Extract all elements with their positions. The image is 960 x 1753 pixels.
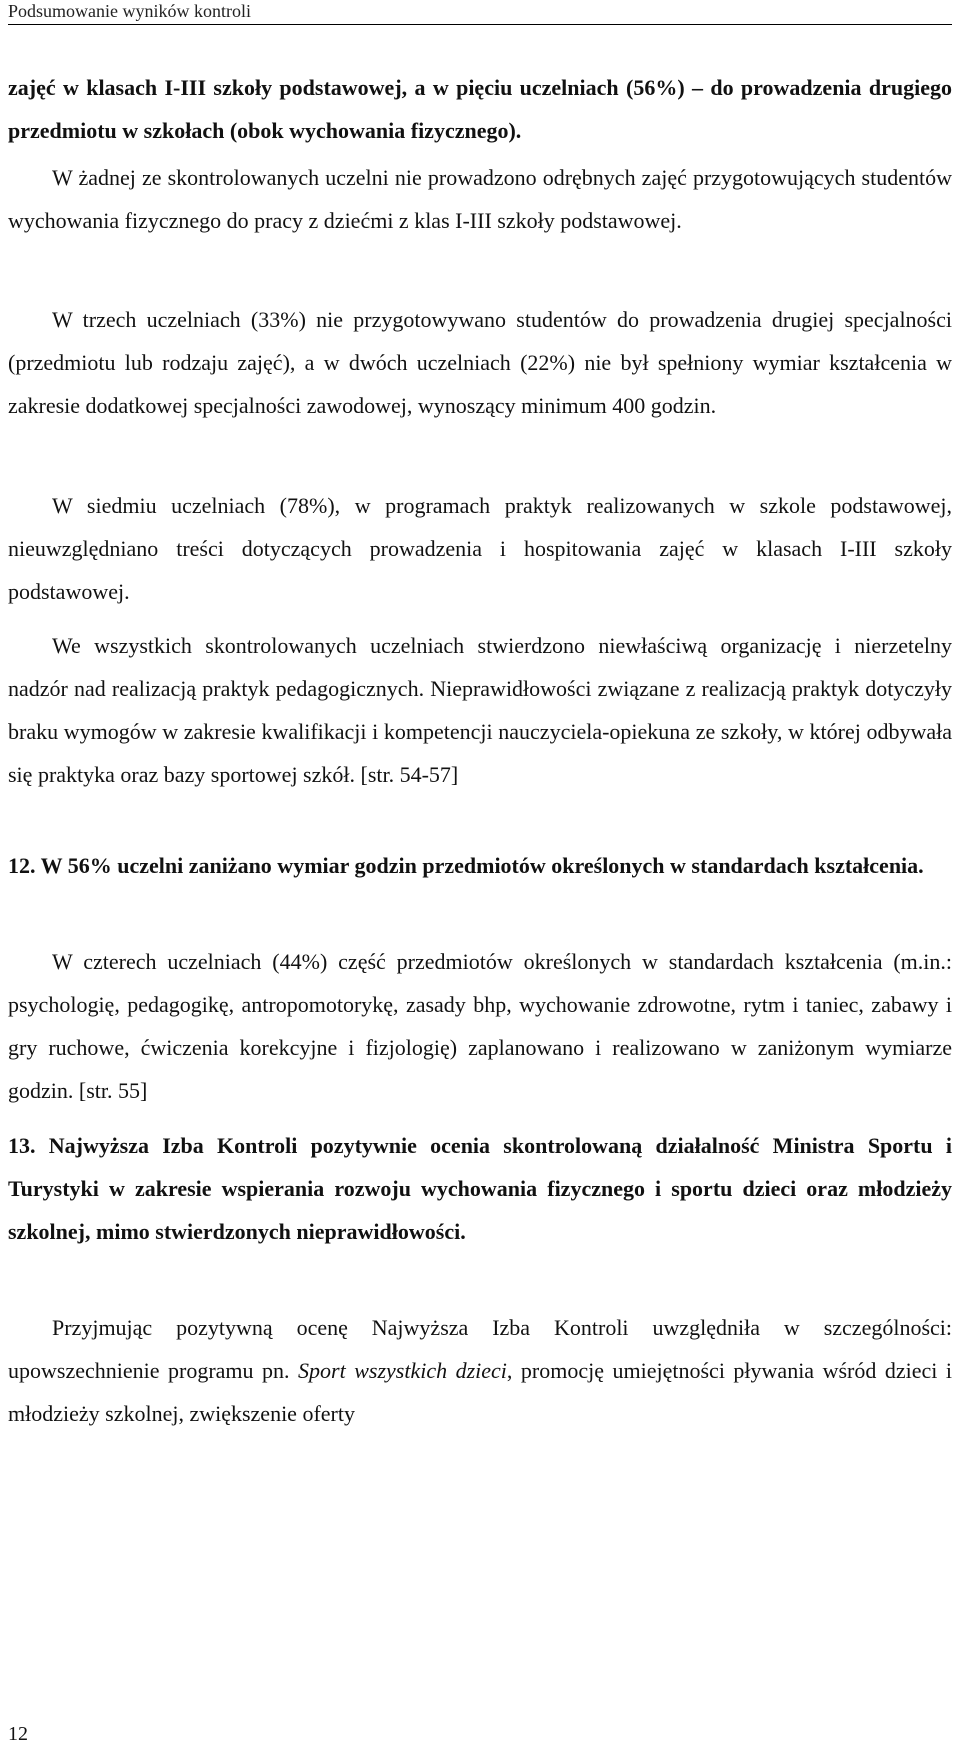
paragraph-practice-programs: W siedmiu uczelniach (78%), w programach praktyk realizowanych w szkole podstawowej, nieuwzględniano treści dotyczących prowadzenia i hospitowania zajęć w klasach I-III szkoły podstawowej. — [8, 493, 952, 604]
paragraph-second-specialty: W trzech uczelniach (33%) nie przygotowywano studentów do prowadzenia drugiej specjalności (przedmiotu lub rodzaju zajęć), a w dwóch uczelniach (22%) nie był spełniony wymiar kształcenia w zakresie dodatkowej specjalności zawodowej, wynoszący minimum 400 godzin. — [8, 307, 952, 418]
paragraph-positive-assessment — [8, 1306, 952, 1435]
page-number: 12 — [8, 1723, 28, 1745]
paragraph-text-before: Przyjmując pozytywną ocenę Najwyższa Izba Kontroli uwzględniła w szczególności: upowszechnienie programu pn. — [8, 1315, 952, 1383]
finding-13-heading: 13. Najwyższa Izba Kontroli pozytywnie ocenia skontrolowaną działalność Ministra Sportu i Turystyki w zakresie wspierania rozwoju wychowania fizycznego i sportu dzieci oraz młodzieży szkolnej, mimo stwierdzonych nieprawidłowości. — [8, 1133, 952, 1244]
paragraph-reduced-hours: W czterech uczelniach (44%) część przedmiotów określonych w standardach kształcenia (m.in.: psychologię, pedagogikę, antropomotorykę, zasady bhp, wychowanie zdrowotne, rytm i taniec, zabawy i gry ruchowe, ćwiczenia korekcyjne i fizjologię) zaplanowano i realizowano w zaniżonym wymiarze godzin. [str. 55] — [8, 949, 952, 1103]
program-name: Sport wszystkich dzieci — [298, 1358, 507, 1383]
paragraph-no-separate-classes: W żadnej ze skontrolowanych uczelni nie prowadzono odrębnych zajęć przygotowujących studentów wychowania fizycznego do pracy z dziećmi z klas I-III szkoły podstawowej. — [8, 165, 952, 233]
paragraph-continuation: zajęć w klasach I-III szkoły podstawowej, a w pięciu uczelniach (56%) – do prowadzenia drugiego przedmiotu w szkołach (obok wychowania fizycznego). — [8, 75, 952, 143]
running-header: Podsumowanie wyników kontroli — [8, 0, 952, 25]
paragraph-practice-supervision: We wszystkich skontrolowanych uczelniach stwierdzono niewłaściwą organizację i nierzetelny nadzór nad realizacją praktyk pedagogicznych. Nieprawidłowości związane z realizacją praktyk dotyczyły braku wymogów w zakresie kwalifikacji i kompetencji nauczyciela-opiekuna ze szkoły, w której odbywała się praktyka oraz bazy sportowej szkół. [str. 54-57] — [8, 633, 952, 787]
paragraph-text-after: , promocję umiejętności pływania wśród dzieci i młodzieży szkolnej, zwiększenie oferty — [8, 1358, 952, 1426]
finding-12-heading: 12. W 56% uczelni zaniżano wymiar godzin przedmiotów określonych w standardach kształcenia. — [8, 853, 924, 878]
